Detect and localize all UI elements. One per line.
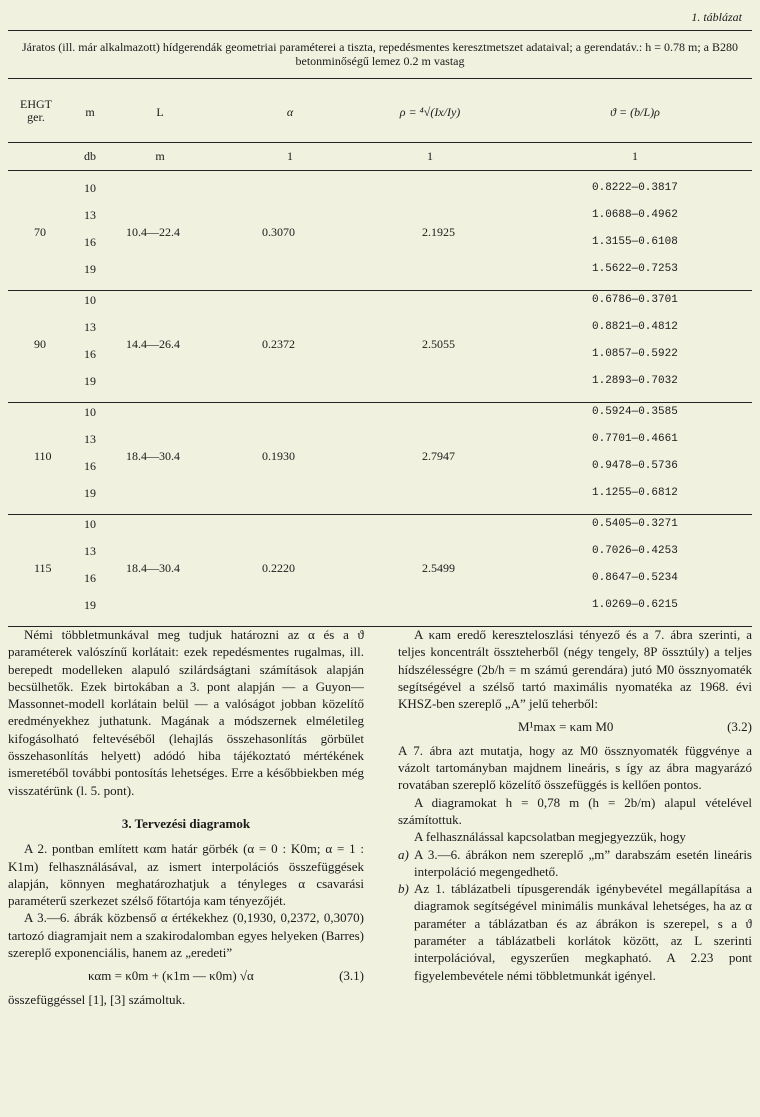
cell-rho: 2.5055 [422, 337, 455, 351]
list-label: a) [398, 846, 409, 862]
col-header-L: L [156, 105, 164, 119]
cell-alpha: 0.2372 [262, 337, 295, 351]
cell-theta: 0.5405—0.3271 [592, 518, 678, 530]
left-column [8, 626, 364, 1008]
cell-theta: 1.2893—0.7032 [592, 375, 678, 387]
cell-theta: 1.3155—0.6108 [592, 236, 678, 248]
equation-body: καm = κ0m + (κ1m — κ0m) √α [88, 968, 254, 984]
paragraph: A felhasználással kapcsolatban megjegyezzük, hogy [414, 829, 686, 845]
unit-m: db [84, 149, 96, 163]
cell-theta: 0.5924—0.3585 [592, 406, 678, 418]
cell-theta: 0.8821—0.4812 [592, 321, 678, 333]
list-label: b) [398, 881, 409, 897]
cell-alpha: 0.1930 [262, 449, 295, 463]
cell-m: 13 [84, 320, 96, 334]
cell-m: 10 [84, 293, 96, 307]
cell-rho: 2.7947 [422, 449, 455, 463]
col-header-theta: ϑ = (b/L)ρ [610, 105, 660, 119]
cell-theta: 1.0269—0.6215 [592, 599, 678, 611]
cell-m: 13 [84, 544, 96, 558]
cell-m: 19 [84, 374, 96, 388]
cell-theta: 0.9478—0.5736 [592, 460, 678, 472]
col-header-rho: ρ = ⁴√(Ix/Iy) [399, 105, 461, 119]
unit-theta: 1 [632, 149, 638, 163]
unit-alpha: 1 [287, 149, 293, 163]
cell-theta: 1.1255—0.6812 [592, 487, 678, 499]
cell-m: 13 [84, 432, 96, 446]
paragraph: összefüggéssel [1], [3] számoltuk. [8, 991, 186, 1007]
unit-rho: 1 [427, 149, 433, 163]
cell-theta: 0.8647—0.5234 [592, 572, 678, 584]
cell-theta: 0.8222—0.3817 [592, 182, 678, 194]
cell-ehgt: 115 [34, 561, 52, 575]
paragraph: A 3.—6. ábrák közbenső α értékekhez (0,1930, 0,2372, 0,3070) tartozó diagramjait nem a szakirodalomban egyes helyeken (Barres) szereplő exponenciális, hanem az „eredeti” [8, 910, 364, 961]
cell-theta: 0.7026—0.4253 [592, 545, 678, 557]
list-text: Az 1. táblázatbeli típusgerendák igénybevétel megállapítása a diagramok segítségével minimális munkával lehetséges, ha az α paraméter a táblázatban és az ábrákon is szerepel, s a ϑ paraméter a táblázatbeli korlátok között, az L szerinti interpolációval, egyszerűen megkapható. A 2.23 pont figyelembevétele némi többletmunkát igényel. [414, 881, 752, 983]
cell-m: 16 [84, 235, 96, 249]
equation-number: (3.2) [727, 719, 752, 735]
paragraph: A 7. ábra azt mutatja, hogy az M0 össznyomaték függvénye a vázolt tartományban majdnem lineáris, s így az ábra magyarázó rovatában szereplő közelítő összefüggés is kellően pontos. [398, 742, 752, 793]
cell-L: 14.4—26.4 [126, 337, 180, 351]
paragraph: A diagramokat h = 0,78 m (h = 2b/m) alapul vételével számítottuk. [398, 794, 752, 827]
cell-L: 18.4—30.4 [126, 449, 180, 463]
cell-m: 10 [84, 405, 96, 419]
cell-m: 19 [84, 262, 96, 276]
cell-theta: 0.7701—0.4661 [592, 433, 678, 445]
cell-L: 18.4—30.4 [126, 561, 180, 575]
right-column [398, 626, 752, 984]
cell-L: 10.4—22.4 [126, 225, 180, 239]
paragraph: A κam eredő kereszteloszlási tényező és a 7. ábra szerinti, a teljes koncentrált összteherből (négy tengely, 8P össztúly) a teljes hídszélességre (2b/h = m számú gerendára) jutó M0 össznyomaték segítségével a szélső tartó maximális nyomatéka az 1968. évi KHSZ-ben szereplő „A” jelű teherből: [398, 627, 752, 712]
cell-ehgt: 70 [34, 225, 46, 239]
cell-m: 10 [84, 181, 96, 195]
col-header-alpha: α [286, 105, 294, 119]
list-text: A 3.—6. ábrákon nem szereplő „m” darabszám esetén lineáris interpoláció megengedhető. [414, 846, 752, 879]
unit-L: m [155, 149, 165, 163]
group-rule [8, 514, 752, 515]
cell-alpha: 0.3070 [262, 225, 295, 239]
col-header-m: m [85, 105, 95, 119]
table-caption: Járatos (ill. már alkalmazott) hídgerendák geometriai paraméterei a tiszta, repedésmentes keresztmetszet adataival; a gerendatáv.: h = 0.78 m; a B280 betonminőségű lemez 0.2 m vastag [21, 40, 739, 68]
cell-alpha: 0.2220 [262, 561, 295, 575]
group-rule [8, 402, 752, 403]
cell-m: 10 [84, 517, 96, 531]
cell-ehgt: 90 [34, 337, 46, 351]
cell-m: 19 [84, 598, 96, 612]
cell-theta: 0.6786—0.3701 [592, 294, 678, 306]
cell-m: 16 [84, 347, 96, 361]
cell-m: 16 [84, 459, 96, 473]
list-item-a [398, 846, 752, 881]
cell-m: 13 [84, 208, 96, 222]
header-top-rule [8, 78, 752, 79]
cell-theta: 1.0857—0.5922 [592, 348, 678, 360]
cell-rho: 2.1925 [422, 225, 455, 239]
cell-m: 16 [84, 571, 96, 585]
cell-ehgt: 110 [34, 449, 52, 463]
equation-body: M¹max = κam M0 [518, 719, 614, 735]
col-header-ehgt: EHGT ger. [20, 97, 52, 124]
paragraph: Némi többletmunkával meg tudjuk határozni az α és a ϑ paraméterek valószínű korlátait: ezek repedésmentes rugalmas, ill. berepedt modelleken alapuló szilárdságtani számítások alapján becsülhetők. Ezek birtokában a 3. pont alapján — a Guyon—Massonnet-modell korlátain belül — a valóságot jobban közelítő eredményekhez juthatunk. Magának a módszernek elméletileg kifogásolható feltevéséből (lehajlás összehasonlítás görbület összehasonlítás helyett) adódó hiba tájékoztató mértékének ismeretéből további pontosítás lehetséges. Erre a későbbiekben még visszatérünk (l. 5. pont). [8, 627, 364, 798]
top-rule [8, 30, 752, 31]
equation-3-1 [8, 961, 364, 990]
equation-number: (3.1) [339, 968, 364, 984]
units-bottom-rule [8, 170, 752, 171]
list-item-b [398, 880, 752, 984]
table-label: 1. táblázat [691, 10, 742, 24]
group-rule [8, 290, 752, 291]
cell-theta: 1.0688—0.4962 [592, 209, 678, 221]
section-title: 3. Tervezési diagramok [121, 815, 251, 831]
equation-3-2 [398, 712, 752, 741]
cell-m: 19 [84, 486, 96, 500]
units-top-rule [8, 142, 752, 143]
cell-rho: 2.5499 [422, 561, 455, 575]
paragraph: A 2. pontban említett καm határ görbék (α = 0 : K0m; α = 1 : K1m) felhasználásával, az ismert interpolációs összefüggések alapján, könnyen meghatározhatjuk a tényleges α csavarási paraméterű szerkezet szélső főtartója κam tényezőjét. [8, 841, 364, 909]
cell-theta: 1.5622—0.7253 [592, 263, 678, 275]
